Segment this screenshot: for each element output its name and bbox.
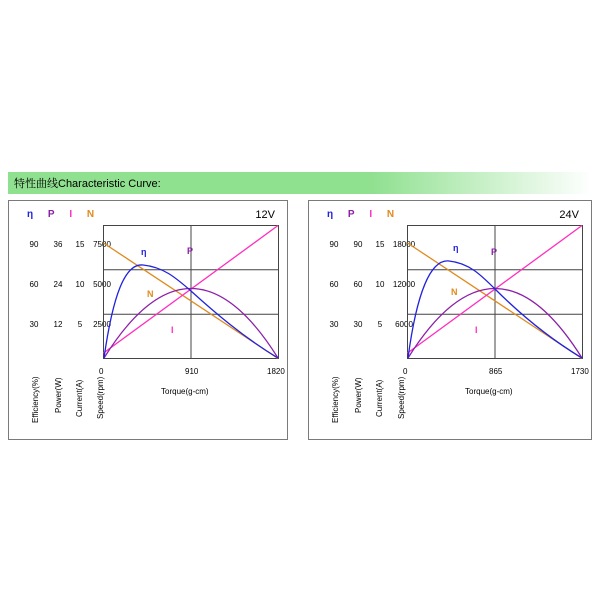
- tick-i-10-24v: 10: [375, 280, 385, 289]
- curve-label-eta-12v: η: [141, 247, 147, 257]
- plot-svg-24v: [407, 225, 583, 365]
- legend-current-symbol: I: [69, 209, 73, 220]
- xaxis-label-24v: Torque(g-cm): [465, 387, 513, 396]
- caption-current-24v: Current(A): [375, 379, 384, 417]
- axis-values-power-12v: [47, 225, 69, 345]
- xtick-max-12v: 1820: [267, 367, 285, 376]
- xtick-mid-24v: 865: [489, 367, 503, 376]
- caption-power-24v: Power(W): [354, 377, 363, 413]
- legend-12v: [27, 209, 106, 220]
- tick-p-12: 12: [53, 320, 63, 329]
- legend-eta-symbol: η: [27, 209, 34, 220]
- tick-n-12000-24v: 12000: [392, 280, 416, 289]
- caption-speed-24v: Speed(rpm): [397, 376, 406, 419]
- chart-panel-12v: [8, 200, 288, 440]
- xaxis-label-12v: Torque(g-cm): [161, 387, 209, 396]
- legend-24v: [327, 209, 406, 220]
- tick-n-5000: 5000: [93, 280, 111, 289]
- axis-values-power-24v: [347, 225, 369, 345]
- xtick-0-24v: 0: [403, 367, 408, 376]
- chart-panel-24v: [308, 200, 592, 440]
- tick-i-10: 10: [75, 280, 85, 289]
- tick-n-2500: 2500: [93, 320, 111, 329]
- legend-power-symbol: P: [47, 209, 55, 220]
- legend-speed-symbol-24v: N: [386, 209, 395, 220]
- xtick-mid-12v: 910: [185, 367, 199, 376]
- xtick-max-24v: 1730: [571, 367, 589, 376]
- tick-p-24: 24: [53, 280, 63, 289]
- legend-speed-symbol: N: [86, 209, 95, 220]
- caption-current-12v: Current(A): [75, 379, 84, 417]
- curve-label-power-12v: P: [187, 246, 194, 256]
- curve-label-speed-24v: N: [451, 287, 458, 297]
- tick-n-18000-24v: 18000: [392, 240, 416, 249]
- axis-values-efficiency-24v: [323, 225, 345, 345]
- tick-i-15-24v: 15: [375, 240, 385, 249]
- curve-label-current-24v: I: [475, 325, 478, 335]
- caption-speed-12v: Speed(rpm): [96, 376, 105, 419]
- legend-eta-symbol-24v: η: [327, 209, 334, 220]
- voltage-label-12v: 12V: [255, 209, 275, 221]
- plot-area-12v: [103, 225, 279, 365]
- axis-values-efficiency-12v: [23, 225, 45, 345]
- tick-p-30-24v: 30: [353, 320, 363, 329]
- tick-eta-30: 30: [29, 320, 39, 329]
- header-title: 特性曲线Characteristic Curve:: [14, 178, 161, 190]
- characteristic-curve-header: [8, 172, 592, 194]
- tick-p-36: 36: [53, 240, 63, 249]
- tick-i-5-24v: 5: [377, 320, 383, 329]
- caption-efficiency-12v: Efficiency(%): [31, 376, 40, 423]
- voltage-label-24v: 24V: [559, 209, 579, 221]
- tick-n-6000-24v: 6000: [395, 320, 413, 329]
- tick-eta-90: 90: [29, 240, 39, 249]
- tick-i-15: 15: [75, 240, 85, 249]
- curve-label-eta-24v: η: [453, 243, 459, 253]
- tick-p-90-24v: 90: [353, 240, 363, 249]
- tick-eta-30-24v: 30: [329, 320, 339, 329]
- tick-n-7500: 7500: [93, 240, 111, 249]
- tick-i-5: 5: [77, 320, 83, 329]
- caption-efficiency-24v: Efficiency(%): [331, 376, 340, 423]
- curve-label-power-24v: P: [491, 247, 498, 257]
- curve-label-speed-12v: N: [147, 289, 154, 299]
- legend-power-symbol-24v: P: [347, 209, 355, 220]
- legend-current-symbol-24v: I: [369, 209, 373, 220]
- tick-eta-90-24v: 90: [329, 240, 339, 249]
- xtick-0-12v: 0: [99, 367, 104, 376]
- caption-power-12v: Power(W): [54, 377, 63, 413]
- tick-eta-60-24v: 60: [329, 280, 339, 289]
- plot-area-24v: [407, 225, 583, 365]
- tick-p-60-24v: 60: [353, 280, 363, 289]
- tick-eta-60: 60: [29, 280, 39, 289]
- curve-label-current-12v: I: [171, 325, 174, 335]
